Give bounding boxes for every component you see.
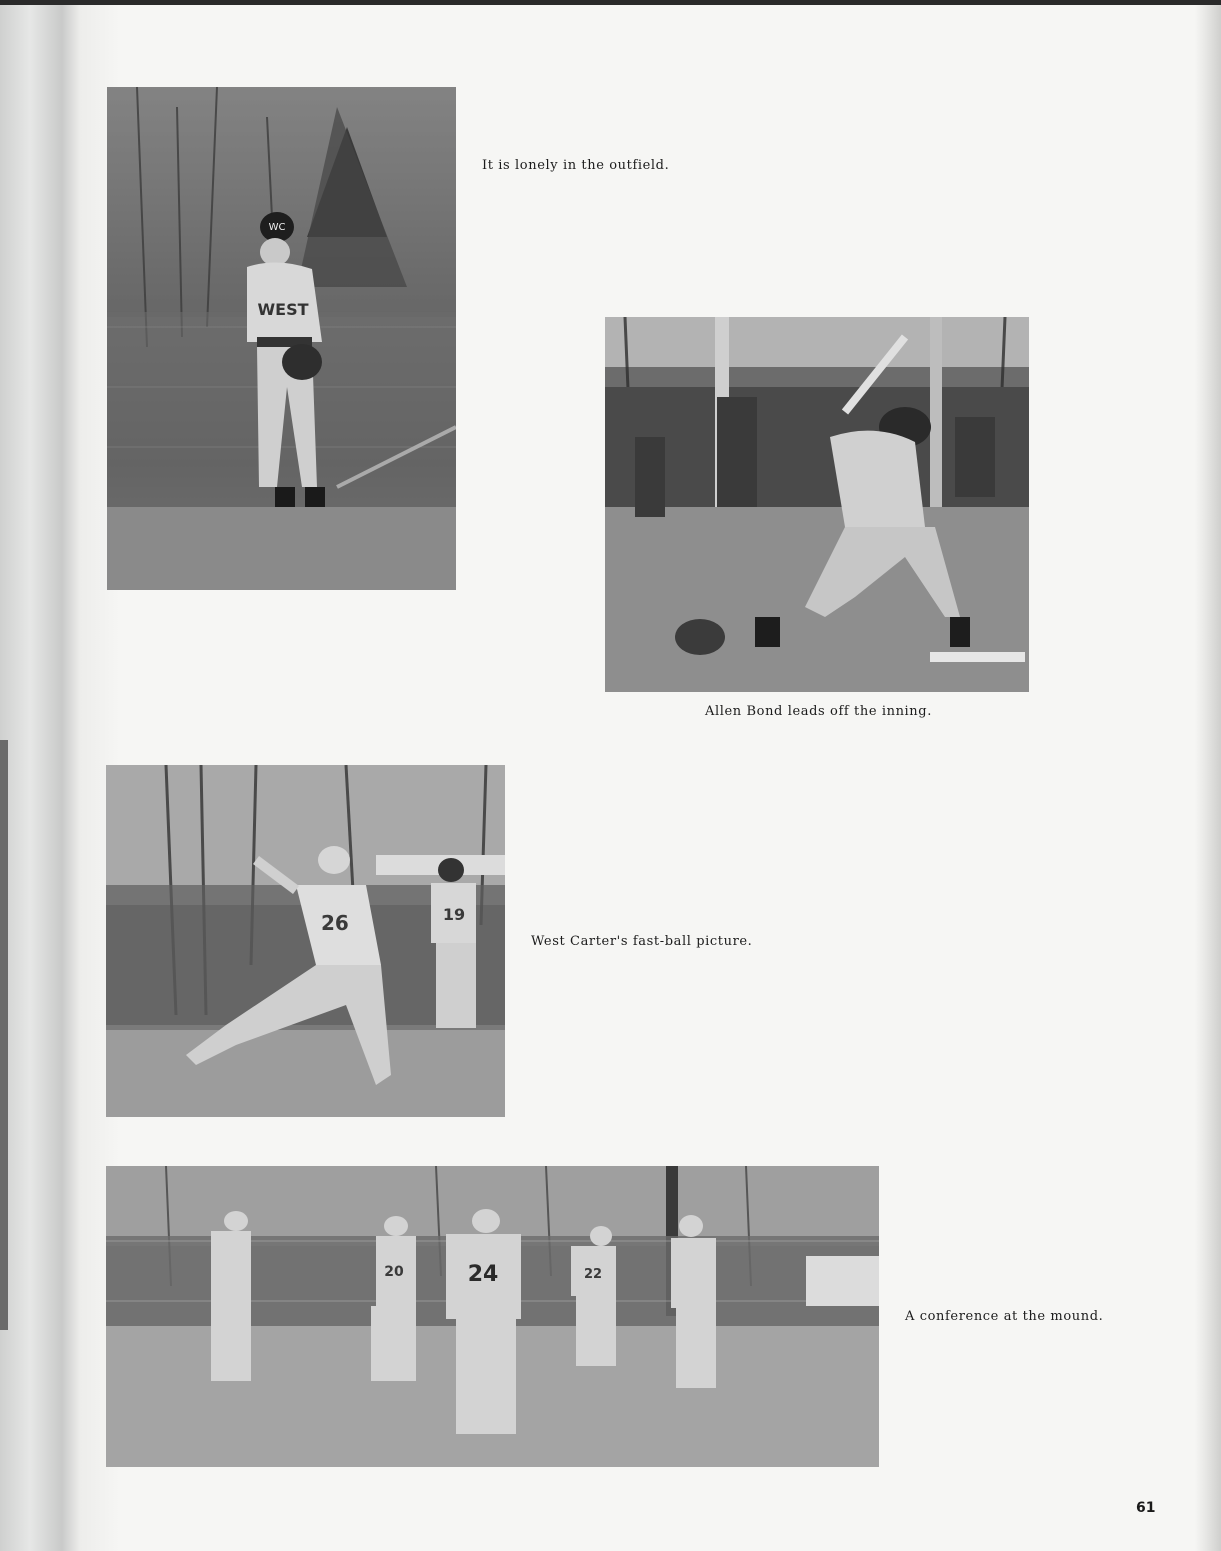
photo-outfielder <box>107 87 456 590</box>
photo-batter <box>605 317 1029 692</box>
cap-lettering: WC <box>268 222 286 233</box>
binding-shadow <box>0 740 8 1330</box>
player-number: 19 <box>442 905 466 924</box>
caption-outfielder: It is lonely in the outfield. <box>482 158 670 173</box>
photo-pitcher <box>106 765 505 1117</box>
jersey-lettering: WEST <box>257 300 309 319</box>
page-number: 61 <box>1136 1500 1156 1516</box>
caption-pitcher: West Carter's fast-ball picture. <box>531 934 753 949</box>
caption-conference: A conference at the mound. <box>905 1309 1104 1324</box>
pitcher-number: 26 <box>321 911 349 935</box>
caption-batter: Allen Bond leads off the inning. <box>705 704 932 719</box>
player-number: 24 <box>467 1262 499 1287</box>
player-number: 22 <box>583 1267 603 1282</box>
player-number: 20 <box>384 1264 404 1280</box>
top-edge <box>0 0 1221 5</box>
photo-conference <box>106 1166 879 1467</box>
show-through-text <box>455 70 815 170</box>
